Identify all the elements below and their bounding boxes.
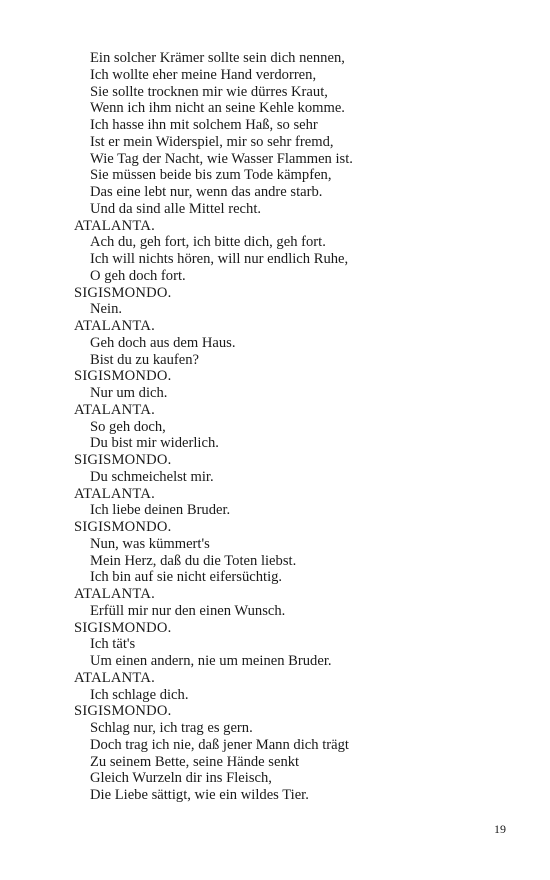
speaker-name: ATALANTA. xyxy=(74,586,155,602)
verse-line: Nur um dich. xyxy=(90,385,168,401)
verse-line: Du bist mir widerlich. xyxy=(90,435,219,452)
verse-line: Und da sind alle Mittel recht. xyxy=(90,200,262,217)
verse-line: Nun, was kümmert's xyxy=(90,535,210,552)
speaker-name: ATALANTA. xyxy=(74,318,155,334)
speaker-name: SIGISMONDO. xyxy=(74,284,172,301)
speaker-name: SIGISMONDO. xyxy=(74,703,172,720)
speaker-name: SIGISMONDO. xyxy=(74,519,172,535)
verse-line: Du schmeichelst mir. xyxy=(90,468,214,485)
verse-line: Die Liebe sättigt, wie ein wildes Tier. xyxy=(90,787,309,803)
verse-line: Nein. xyxy=(90,301,123,318)
verse-line: Ich wollte eher meine Hand verdorren, xyxy=(90,66,317,83)
play-text xyxy=(74,50,514,804)
speaker-name: SIGISMONDO. xyxy=(74,452,172,468)
verse-line: Ich schlage dich. xyxy=(90,686,189,703)
page-number: 19 xyxy=(494,822,506,836)
verse-line: Ich bin auf sie nicht eifersüchtig. xyxy=(90,569,283,586)
verse-line: Ich tät's xyxy=(90,636,136,653)
verse-line: O geh doch fort. xyxy=(90,267,186,284)
verse-line: Zu seinem Bette, seine Hände senkt xyxy=(90,753,300,770)
verse-line: Bist du zu kaufen? xyxy=(90,351,200,368)
verse-line: Sie müssen beide bis zum Tode kämpfen, xyxy=(90,167,332,184)
verse-line: Wie Tag der Nacht, wie Wasser Flammen ist. xyxy=(90,150,353,167)
verse-line: Ich liebe deinen Bruder. xyxy=(90,502,231,519)
verse-line: Gleich Wurzeln dir ins Fleisch, xyxy=(90,770,272,787)
verse-line: Schlag nur, ich trag es gern. xyxy=(90,720,253,736)
verse-line: Ach du, geh fort, ich bitte dich, geh fort. xyxy=(90,234,326,251)
verse-line: Ist er mein Widerspiel, mir so sehr fremd, xyxy=(90,133,334,150)
speaker-name: SIGISMONDO. xyxy=(74,368,172,385)
speaker-name: ATALANTA. xyxy=(74,217,155,234)
verse-line: Wenn ich ihm nicht an seine Kehle komme. xyxy=(90,100,345,117)
speaker-name: ATALANTA. xyxy=(74,401,155,418)
speaker-name: ATALANTA. xyxy=(74,669,155,686)
speaker-name: ATALANTA. xyxy=(74,485,155,502)
verse-line: So geh doch, xyxy=(90,418,166,435)
verse-line: Geh doch aus dem Haus. xyxy=(90,334,236,351)
verse-line: Doch trag ich nie, daß jener Mann dich trägt xyxy=(90,736,349,753)
verse-line: Mein Herz, daß du die Toten liebst. xyxy=(90,552,297,569)
verse-line: Das eine lebt nur, wenn das andre starb. xyxy=(90,184,323,200)
speaker-name: SIGISMONDO. xyxy=(74,619,172,636)
verse-line: Erfüll mir nur den einen Wunsch. xyxy=(90,602,286,619)
verse-line: Um einen andern, nie um meinen Bruder. xyxy=(90,653,332,669)
verse-line: Ich hasse ihn mit solchem Haß, so sehr xyxy=(90,117,318,133)
verse-line: Sie sollte trocknen mir wie dürres Kraut, xyxy=(90,83,328,100)
verse-line: Ich will nichts hören, will nur endlich Ruhe, xyxy=(90,251,349,267)
verse-line: Ein solcher Krämer sollte sein dich nennen, xyxy=(90,50,345,66)
